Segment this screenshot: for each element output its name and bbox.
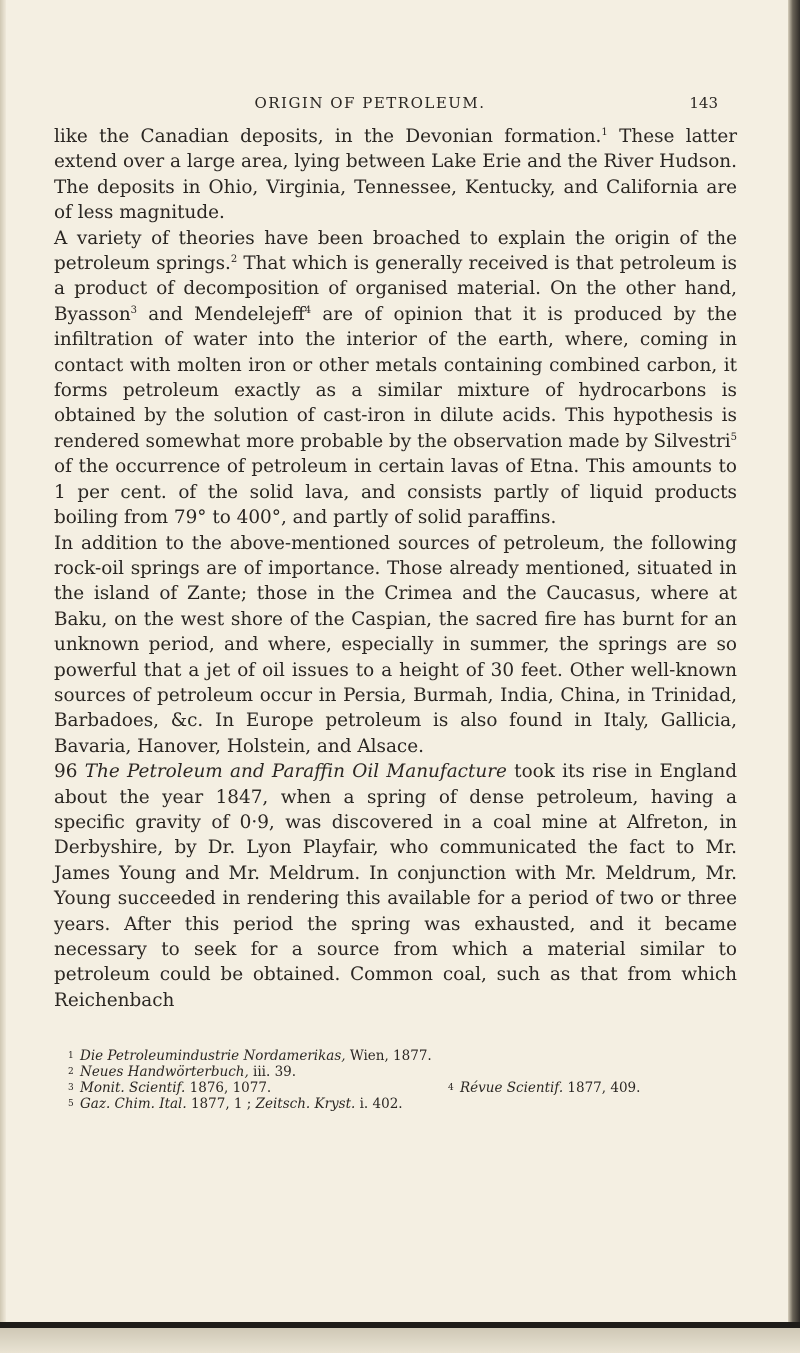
- footnote-4: 4 Révue Scientif. 1877, 409.: [448, 1080, 641, 1096]
- footnote-ref-4: 4: [304, 304, 312, 316]
- footnote-5: 5 Gaz. Chim. Ital. 1877, 1 ; Zeitsch. Kryst. i. 402.: [68, 1096, 403, 1112]
- book-spine-shadow: [788, 0, 800, 1353]
- footnote-3-4: [68, 1080, 708, 1096]
- footnote-2: 2 Neues Handwörterbuch, iii. 39.: [68, 1064, 297, 1080]
- page-left-edge: [0, 0, 6, 1353]
- paragraph-3: In addition to the above-mentioned sources of petroleum, the following rock-oil springs are of importance. Those already mentioned, situated in the island of Zante; those in the Crimea and the Caucasus, where at Baku, on the west shore of the Caspian, the sacred fire has burnt for an unknown period, and where, especially in summer, the springs are so powerful that a jet of oil issues to a height of 30 feet. Other well-known sources of petroleum occur in Persia, Burmah, India, China, in Trinidad, Barbadoes, &c. In Europe petroleum is also found in Italy, Gallicia, Bavaria, Hanover, Holstein, and Alsace.: [54, 532, 737, 757]
- running-head: [0, 90, 788, 116]
- section-heading: The Petroleum and Paraffin Oil Manufacture: [84, 761, 507, 783]
- footnote-3: 3 Monit. Scientif. 1876, 1077.: [68, 1080, 272, 1096]
- paragraph-1: like the Canadian deposits, in the Devonian formation.$^1$ These latter extend over a large area, lying between Lake Erie and the River Hudson. The deposits in Ohio, Virginia, Tennessee, Kentucky, and California are of less magnitude.: [54, 126, 737, 224]
- body-text: [54, 124, 737, 1013]
- footnote-1: 1 Die Petroleumindustrie Nordamerikas, Wien, 1877.: [68, 1048, 432, 1064]
- paragraph-2: A variety of theories have been broached to explain the origin of the petroleum springs.$^2$ That which is generally received is that petroleum is a product of decomposition of organised material. On the other hand, Byasson$^3$ and Mendelejeff$^4$ are of opinion that it is produced by the infiltration of water into the interior of the earth, where, coming in contact with molten iron or other metals containing combined carbon, it forms petroleum exactly as a similar mixture of hydrocarbons is obtained by the solution of cast-iron in dilute acids. This hypothesis is rendered somewhat more probable by the observation made by Silvestri$^5$ of the occurrence of petroleum in certain lavas of Etna. This amounts to 1 per cent. of the solid lava, and consists partly of liquid products boiling from 79° to 400°, and partly of solid paraffins.: [54, 227, 738, 529]
- running-title: ORIGIN OF PETROLEUM.: [254, 94, 486, 112]
- footnotes: [68, 1048, 708, 1112]
- section-number: 96: [54, 761, 78, 783]
- bottom-page-strip: [0, 1328, 800, 1353]
- page-number: 143: [689, 94, 718, 112]
- footnote-ref-1: 1: [601, 127, 608, 138]
- footnote-ref-2: 2: [230, 254, 238, 266]
- footnote-ref-3: 3: [130, 304, 138, 316]
- paragraph-4: 96 The Petroleum and Paraffin Oil Manufacture took its rise in England about the year 1847, when a spring of dense petroleum, having a specific gravity of 0·9, was discovered in a coal mine at Alfreton, in Derbyshire, by Dr. Lyon Playfair, who communicated the fact to Mr. James Young and Mr. Meldrum. In conjunction with Mr. Meldrum, Mr. Young succeeded in rendering this available for a period of two or three years. After this period the spring was exhausted, and it became necessary to seek for a source from which a material similar to petroleum could be obtained. Common coal, such as that from which Reichenbach: [54, 761, 737, 1011]
- footnote-ref-5: 5: [730, 431, 737, 443]
